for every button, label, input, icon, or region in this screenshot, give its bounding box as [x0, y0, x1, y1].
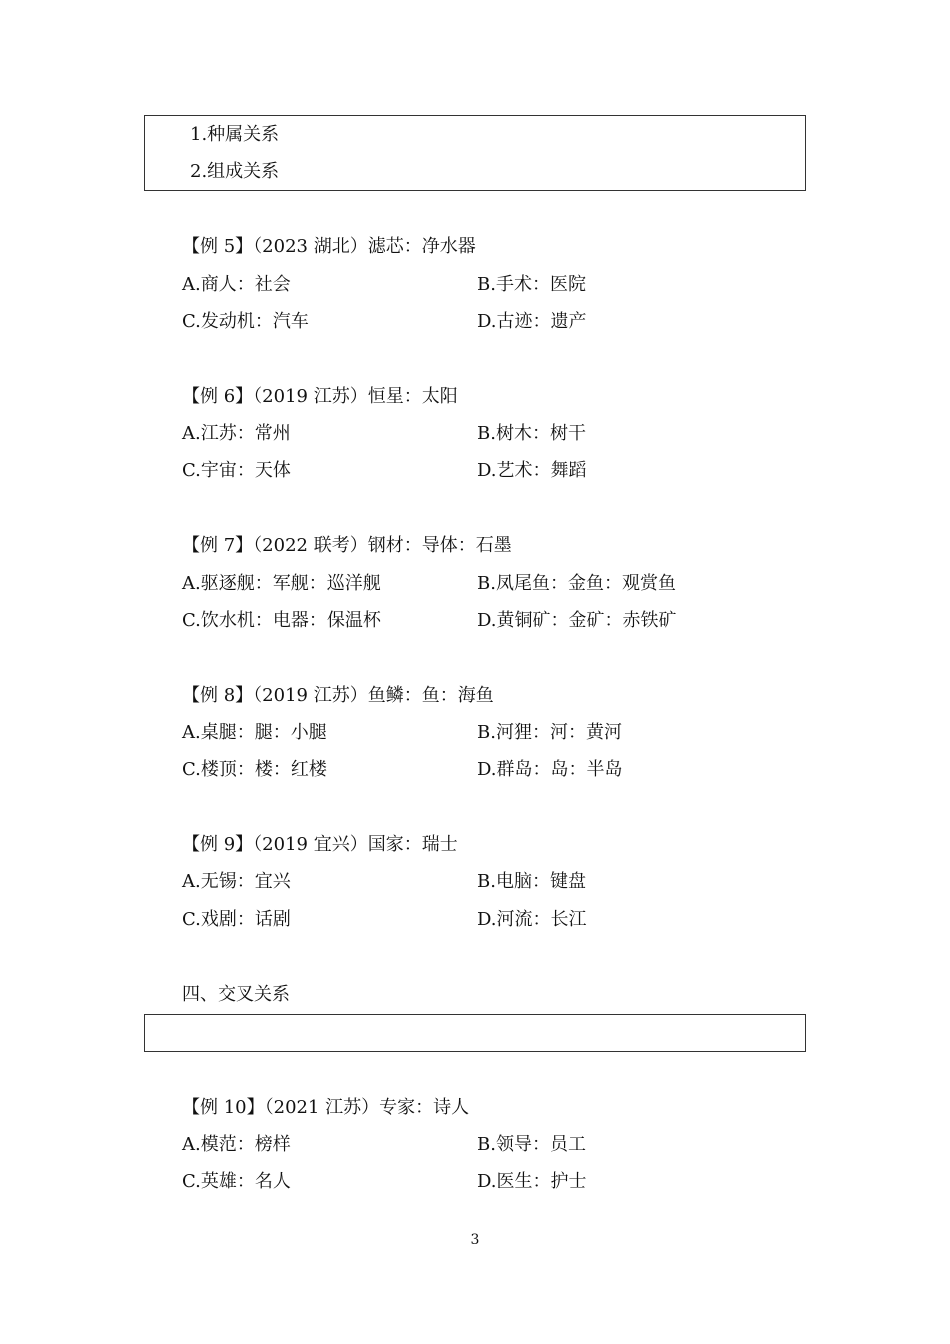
example-5-option-d: D.古迹：遗产: [477, 311, 587, 332]
example-10-title: 【例 10】（2021 江苏）专家：诗人: [182, 1097, 470, 1118]
section-4-heading: 四、交叉关系: [182, 984, 290, 1005]
example-10-option-b: B.领导：员工: [477, 1134, 586, 1155]
example-8-option-d: D.群岛：岛：半岛: [477, 759, 623, 780]
example-7-option-b: B.凤尾鱼：金鱼：观赏鱼: [477, 573, 676, 594]
example-8-title: 【例 8】（2019 江苏）鱼鳞：鱼：海鱼: [182, 685, 494, 706]
relation-item-2: 2.组成关系: [190, 161, 280, 182]
example-5-option-a: A.商人：社会: [182, 274, 291, 295]
example-6-option-d: D.艺术：舞蹈: [477, 460, 587, 481]
example-9-option-b: B.电脑：键盘: [477, 871, 586, 892]
example-8-option-b: B.河狸：河：黄河: [477, 722, 622, 743]
example-10-option-d: D.医生：护士: [477, 1171, 587, 1192]
example-7-option-d: D.黄铜矿：金矿：赤铁矿: [477, 610, 677, 631]
example-6-option-b: B.树木：树干: [477, 423, 586, 444]
example-9-option-c: C.戏剧：话剧: [182, 909, 291, 930]
example-7-title: 【例 7】（2022 联考）钢材：导体：石墨: [182, 535, 512, 556]
example-7-option-a: A.驱逐舰：军舰：巡洋舰: [182, 573, 381, 594]
example-7-option-c: C.饮水机：电器：保温杯: [182, 610, 381, 631]
example-6-option-c: C.宇宙：天体: [182, 460, 291, 481]
example-6-option-a: A.江苏：常州: [182, 423, 291, 444]
example-5-option-c: C.发动机：汽车: [182, 311, 309, 332]
example-8-option-a: A.桌腿：腿：小腿: [182, 722, 327, 743]
page-number: 3: [470, 1232, 480, 1248]
example-8-option-c: C.楼顶：楼：红楼: [182, 759, 327, 780]
example-10-option-c: C.英雄：名人: [182, 1171, 291, 1192]
example-6-title: 【例 6】（2019 江苏）恒星：太阳: [182, 386, 458, 407]
example-10-option-a: A.模范：榜样: [182, 1134, 291, 1155]
example-5-option-b: B.手术：医院: [477, 274, 586, 295]
example-5-title: 【例 5】（2023 湖北）滤芯：净水器: [182, 236, 476, 257]
cross-relation-box: [144, 1014, 806, 1052]
example-9-option-a: A.无锡：宜兴: [182, 871, 291, 892]
relation-item-1: 1.种属关系: [190, 124, 280, 145]
example-9-option-d: D.河流：长江: [477, 909, 587, 930]
example-9-title: 【例 9】（2019 宜兴）国家：瑞士: [182, 834, 458, 855]
